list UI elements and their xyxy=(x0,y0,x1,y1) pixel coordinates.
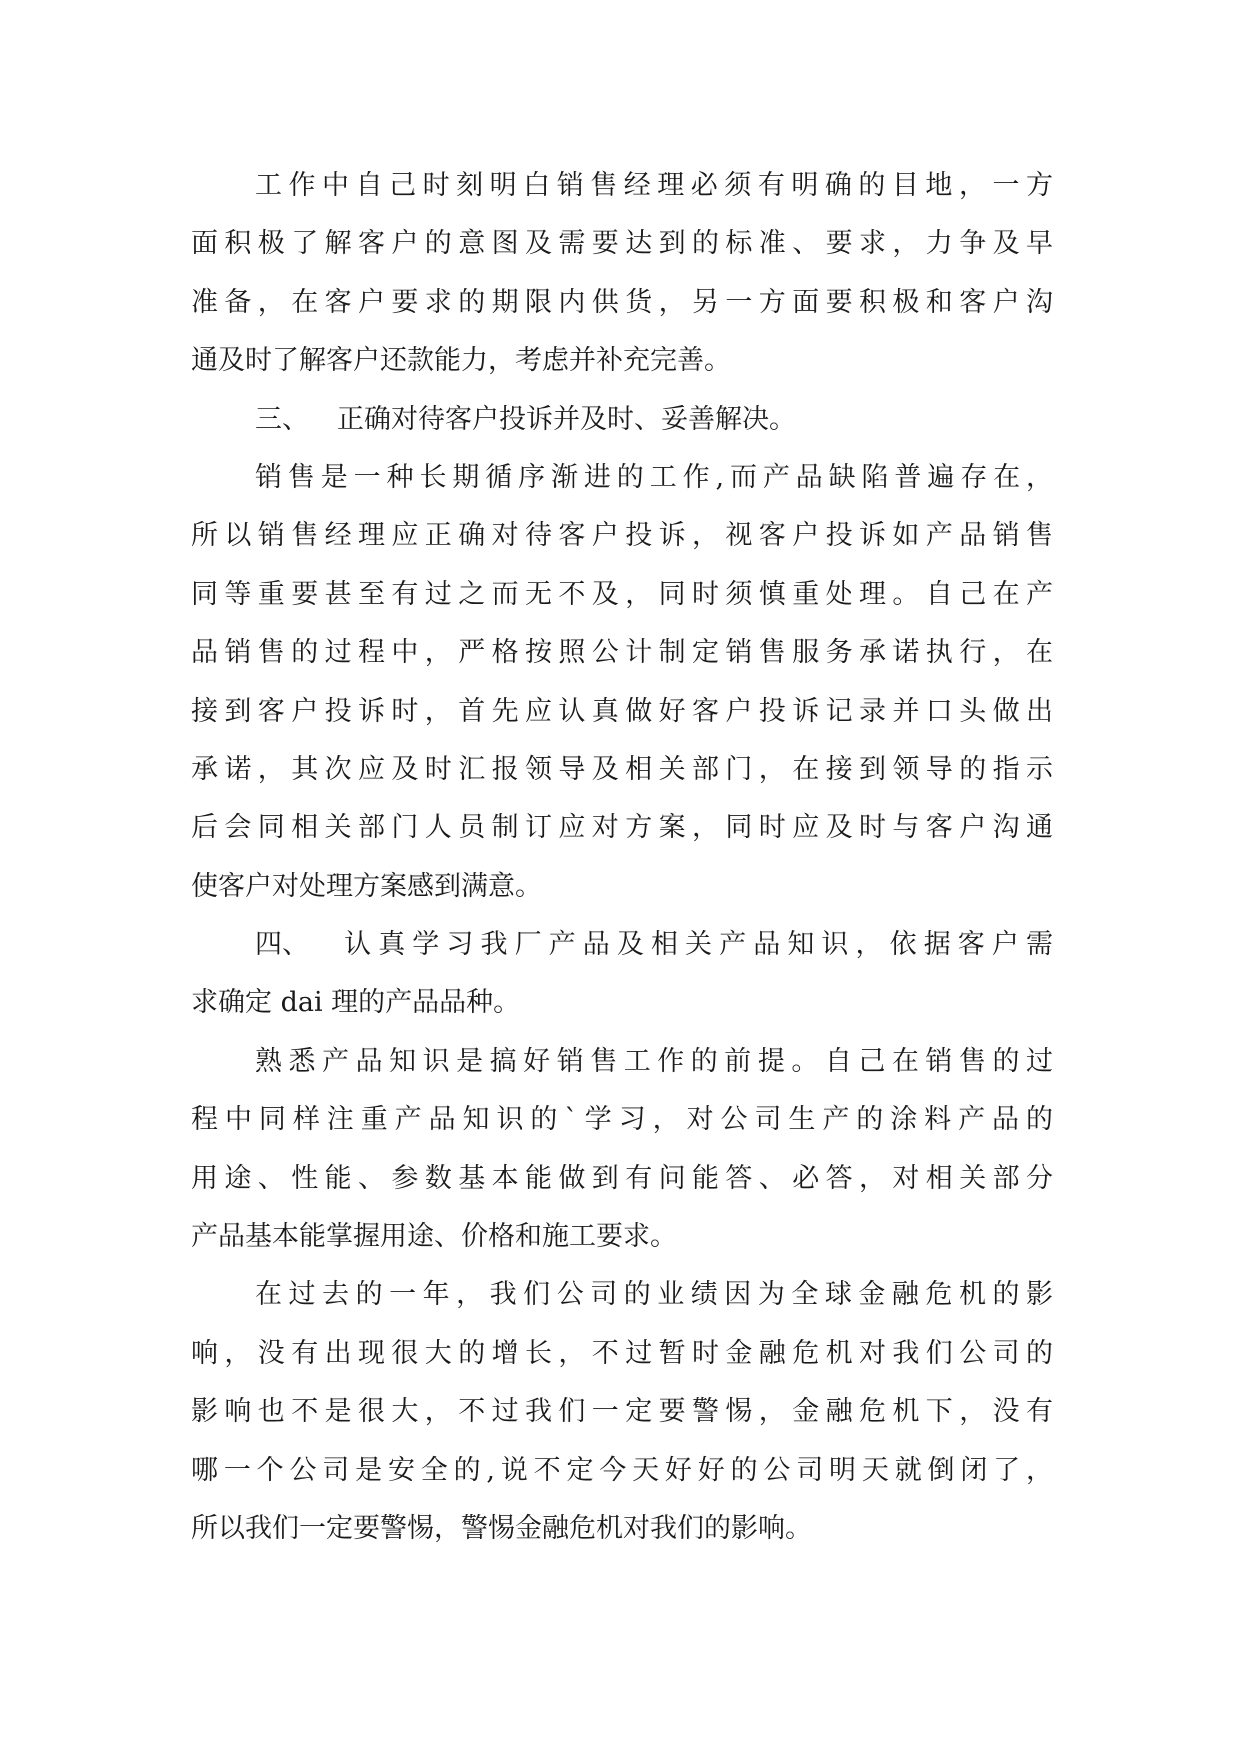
paragraph xyxy=(191,449,1053,916)
text-line: 程中同样注重产品知识的`学习，对公司生产的涂料产品的 xyxy=(191,1104,1053,1136)
section-heading xyxy=(191,916,1053,1033)
text-line: 熟悉产品知识是搞好销售工作的前提。自己在销售的过 xyxy=(255,1045,1053,1077)
paragraph xyxy=(191,1266,1053,1558)
text-line: 承诺，其次应及时汇报领导及相关部门，在接到领导的指示 xyxy=(191,753,1053,785)
text-line: 后会同相关部门人员制订应对方案，同时应及时与客户沟通 xyxy=(191,812,1053,844)
text-line: 所以销售经理应正确对待客户投诉，视客户投诉如产品销售 xyxy=(191,520,1053,552)
text-line: 响，没有出现很大的增长，不过暂时金融危机对我们公司的 xyxy=(191,1337,1053,1369)
heading-number: 四、 xyxy=(255,929,309,961)
text-line xyxy=(191,391,1053,449)
heading-text: 正确对待客户投诉并及时、妥善解决。 xyxy=(337,403,796,435)
text-line: 用途、性能、参数基本能做到有问能答、必答，对相关部分 xyxy=(191,1162,1053,1194)
text-line: 哪一个公司是安全的,说不定今天好好的公司明天就倒闭了， xyxy=(191,1454,1053,1486)
heading-text: 认真学习我厂产品及相关产品知识，依据客户需 xyxy=(337,929,1053,961)
text-line: 在过去的一年，我们公司的业绩因为全球金融危机的影 xyxy=(255,1279,1053,1311)
section-heading xyxy=(191,391,1053,449)
text-line: 品销售的过程中，严格按照公计制定销售服务承诺执行，在 xyxy=(191,637,1053,669)
text-line: 通及时了解客户还款能力，考虑并补充完善。 xyxy=(191,345,731,377)
paragraph xyxy=(191,1033,1053,1267)
text-line: 产品基本能掌握用途、价格和施工要求。 xyxy=(191,1221,677,1253)
paragraph xyxy=(191,157,1053,391)
text-line: 接到客户投诉时，首先应认真做好客户投诉记录并口头做出 xyxy=(191,695,1053,727)
text-line: 准备，在客户要求的期限内供货，另一方面要积极和客户沟 xyxy=(191,286,1053,318)
text-line xyxy=(191,916,1053,974)
text-line: 销售是一种长期循序渐进的工作,而产品缺陷普遍存在， xyxy=(255,461,1053,493)
heading-number: 三、 xyxy=(255,403,309,435)
document-body xyxy=(191,157,1053,1558)
text-line: 所以我们一定要警惕，警惕金融危机对我们的影响。 xyxy=(191,1512,812,1544)
text-line: 使客户对处理方案感到满意。 xyxy=(191,870,542,902)
text-line: 影响也不是很大，不过我们一定要警惕，金融危机下，没有 xyxy=(191,1396,1053,1428)
text-line: 求确定 dai 理的产品品种。 xyxy=(191,987,521,1019)
text-line: 工作中自己时刻明白销售经理必须有明确的目地，一方 xyxy=(255,170,1053,201)
text-line: 同等重要甚至有过之而无不及，同时须慎重处理。自己在产 xyxy=(191,578,1053,610)
text-line: 面积极了解客户的意图及需要达到的标准、要求，力争及早 xyxy=(191,228,1053,260)
